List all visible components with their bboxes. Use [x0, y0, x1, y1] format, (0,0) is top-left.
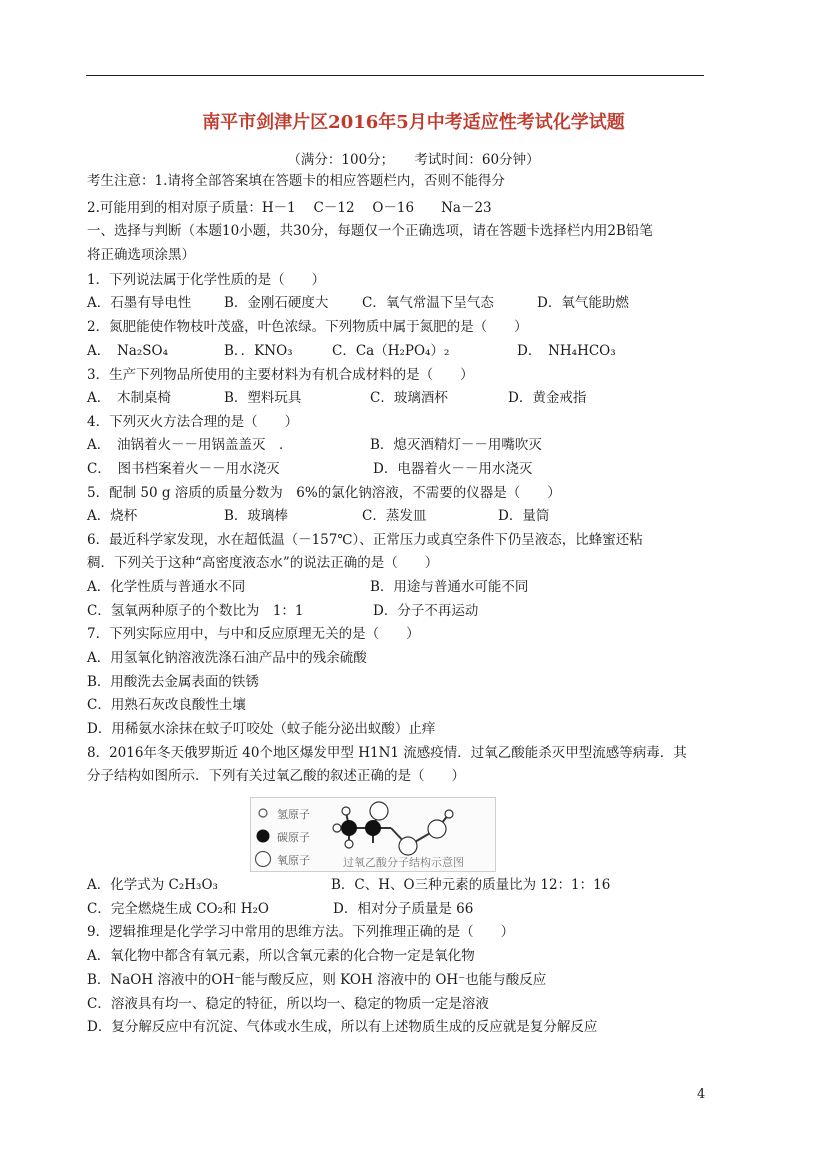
- q5-option-a: A．烧杯: [87, 508, 138, 524]
- oxygen-atom: [399, 837, 417, 855]
- hydrogen-atom: [342, 807, 350, 815]
- q2-option-c: C．Ca（H₂PO₄）₂: [332, 343, 450, 359]
- note-1: 考生注意：1.请将全部答案填在答题卡的相应答题栏内，否则不能得分: [87, 173, 505, 189]
- q9-option-b: B．NaOH 溶液中的OH⁻能与酸反应，则 KOH 溶液中的 OH⁻也能与酸反应: [87, 972, 547, 988]
- q8-option-c: C．完全燃烧生成 CO₂和 H₂O: [87, 901, 269, 917]
- q7-option-d: D．用稀氨水涂抹在蚊子叮咬处（蚊子能分泌出蚁酸）止痒: [87, 721, 436, 737]
- q3-option-c: C．玻璃酒杯: [370, 390, 448, 406]
- figure-caption: 过氧乙酸分子结构示意图: [343, 856, 464, 869]
- page-number: 4: [697, 1087, 706, 1102]
- q3-option-d: D．黄金戒指: [508, 390, 587, 406]
- q8-stem: 8．2016年冬天俄罗斯近 40个地区爆发甲型 H1N1 流感疫情．过氧乙酸能杀灭甲型流感等病毒．其: [87, 745, 687, 761]
- q1-stem: 1．下列说法属于化学性质的是（ ）: [87, 272, 326, 288]
- q9-option-a: A．氧化物中都含有氧元素，所以含氧元素的化合物一定是氧化物: [87, 948, 475, 964]
- q9-option-d: D．复分解反应中有沉淀、气体或水生成，所以有上述物质生成的反应就是复分解反应: [87, 1019, 598, 1035]
- oxygen-legend-label: 氧原子: [277, 854, 310, 867]
- q3-stem: 3．生产下列物品所使用的主要材料为有机合成材料的是（ ）: [87, 367, 474, 383]
- q2-option-b: B．．KNO₃: [224, 343, 293, 359]
- q9-stem: 9．逻辑推理是化学学习中常用的思维方法。下列推理正确的是（ ）: [87, 924, 515, 940]
- q8-option-b: B．C、H、O三种元素的质量比为 12：1：16: [331, 877, 611, 893]
- hydrogen-atom: [445, 810, 453, 818]
- q4-stem: 4．下列灭火方法合理的是（ ）: [87, 414, 299, 430]
- q3-option-b: B．塑料玩具: [224, 390, 302, 406]
- q9-option-c: C．溶液具有均一、稳定的特征，所以均一、稳定的物质一定是溶液: [87, 996, 489, 1012]
- q8-option-d: D．相对分子质量是 66: [333, 901, 474, 917]
- q4-option-b: B．熄灭酒精灯－－用嘴吹灭: [370, 437, 542, 453]
- q2-stem: 2．氮肥能使作物枝叶茂盛，叶色浓绿。下列物质中属于氮肥的是（ ）: [87, 319, 528, 335]
- carbon-atom: [365, 820, 381, 836]
- hydrogen-legend-marker: [259, 809, 267, 817]
- q2-option-d: D． NH₄HCO₃: [517, 343, 616, 359]
- q1-option-b: B．金刚石硬度大: [224, 295, 329, 311]
- carbon-legend-label: 碳原子: [277, 831, 310, 844]
- oxygen-atom: [370, 802, 388, 820]
- q7-option-b: B．用酸洗去金属表面的铁锈: [87, 674, 259, 690]
- hydrogen-atom: [345, 840, 353, 848]
- q7-option-c: C．用熟石灰改良酸性土壤: [87, 697, 246, 713]
- q8-option-a: A．化学式为 C₂H₃O₃: [87, 877, 218, 893]
- molecule-figure: [250, 797, 496, 872]
- exam-meta: （满分：100分； 考试时间：60分钟）: [287, 152, 540, 168]
- oxygen-legend-marker: [256, 852, 271, 867]
- q4-option-c: C． 图书档案着火－－用水浇灭: [87, 461, 280, 477]
- q5-option-d: D．量筒: [498, 508, 550, 524]
- q6-option-d: D．分子不再运动: [373, 603, 479, 619]
- carbon-legend-marker: [257, 830, 270, 843]
- section-heading-cont: 将正确选项涂黑）: [87, 247, 195, 263]
- q5-stem: 5．配制 50 g 溶质的质量分数为 6%的氯化钠溶液，不需要的仪器是（ ）: [87, 485, 561, 501]
- exam-title: 南平市剑津片区2016年5月中考适应性考试化学试题: [202, 112, 625, 133]
- q6-option-b: B．用途与普通水可能不同: [370, 579, 529, 595]
- q4-option-a: A． 油锅着火－－用锅盖盖灭 ．: [87, 437, 293, 453]
- q7-option-a: A．用氢氧化钠溶液洗涤石油产品中的残余硫酸: [87, 650, 367, 666]
- carbon-atom: [341, 820, 357, 836]
- q6-option-c: C．氢氧两种原子的个数比为 1：1: [87, 603, 304, 619]
- q5-option-b: B．玻璃棒: [224, 508, 288, 524]
- hydrogen-legend-label: 氢原子: [277, 808, 310, 821]
- q8-stem-cont: 分子结构如图所示．下列有关过氧乙酸的叙述正确的是（ ）: [87, 768, 465, 784]
- peracetic-acid-structure: [251, 798, 495, 871]
- q2-option-a: A． Na₂SO₄: [87, 343, 168, 359]
- q6-option-a: A．化学性质与普通水不同: [87, 579, 246, 595]
- section-heading: 一、选择与判断（本题10小题，共30分，每题仅一个正确选项，请在答题卡选择栏内用2B铅笔: [87, 223, 653, 239]
- oxygen-atom: [428, 820, 446, 838]
- header-rule: [86, 75, 704, 76]
- q6-stem-cont: 稠．下列关于这种“高密度液态水”的说法正确的是（ ）: [87, 555, 439, 571]
- q3-option-a: A． 木制桌椅: [87, 390, 171, 406]
- note-2: 2.可能用到的相对原子质量：H－1 C－12 O－16 Na－23: [87, 200, 492, 216]
- q1-option-d: D．氧气能助燃: [537, 295, 629, 311]
- hydrogen-atom: [333, 824, 341, 832]
- q5-option-c: C．蒸发皿: [362, 508, 427, 524]
- q7-stem: 7．下列实际应用中，与中和反应原理无关的是（ ）: [87, 626, 420, 642]
- q4-option-d: D．电器着火－－用水浇灭: [373, 461, 533, 477]
- q1-option-a: A．石墨有导电性: [87, 295, 192, 311]
- q1-option-c: C．氧气常温下呈气态: [362, 295, 494, 311]
- q6-stem: 6．最近科学家发现，水在超低温（－157℃）、正常压力或真空条件下仍呈液态，比蜂蜜还粘: [87, 532, 643, 548]
